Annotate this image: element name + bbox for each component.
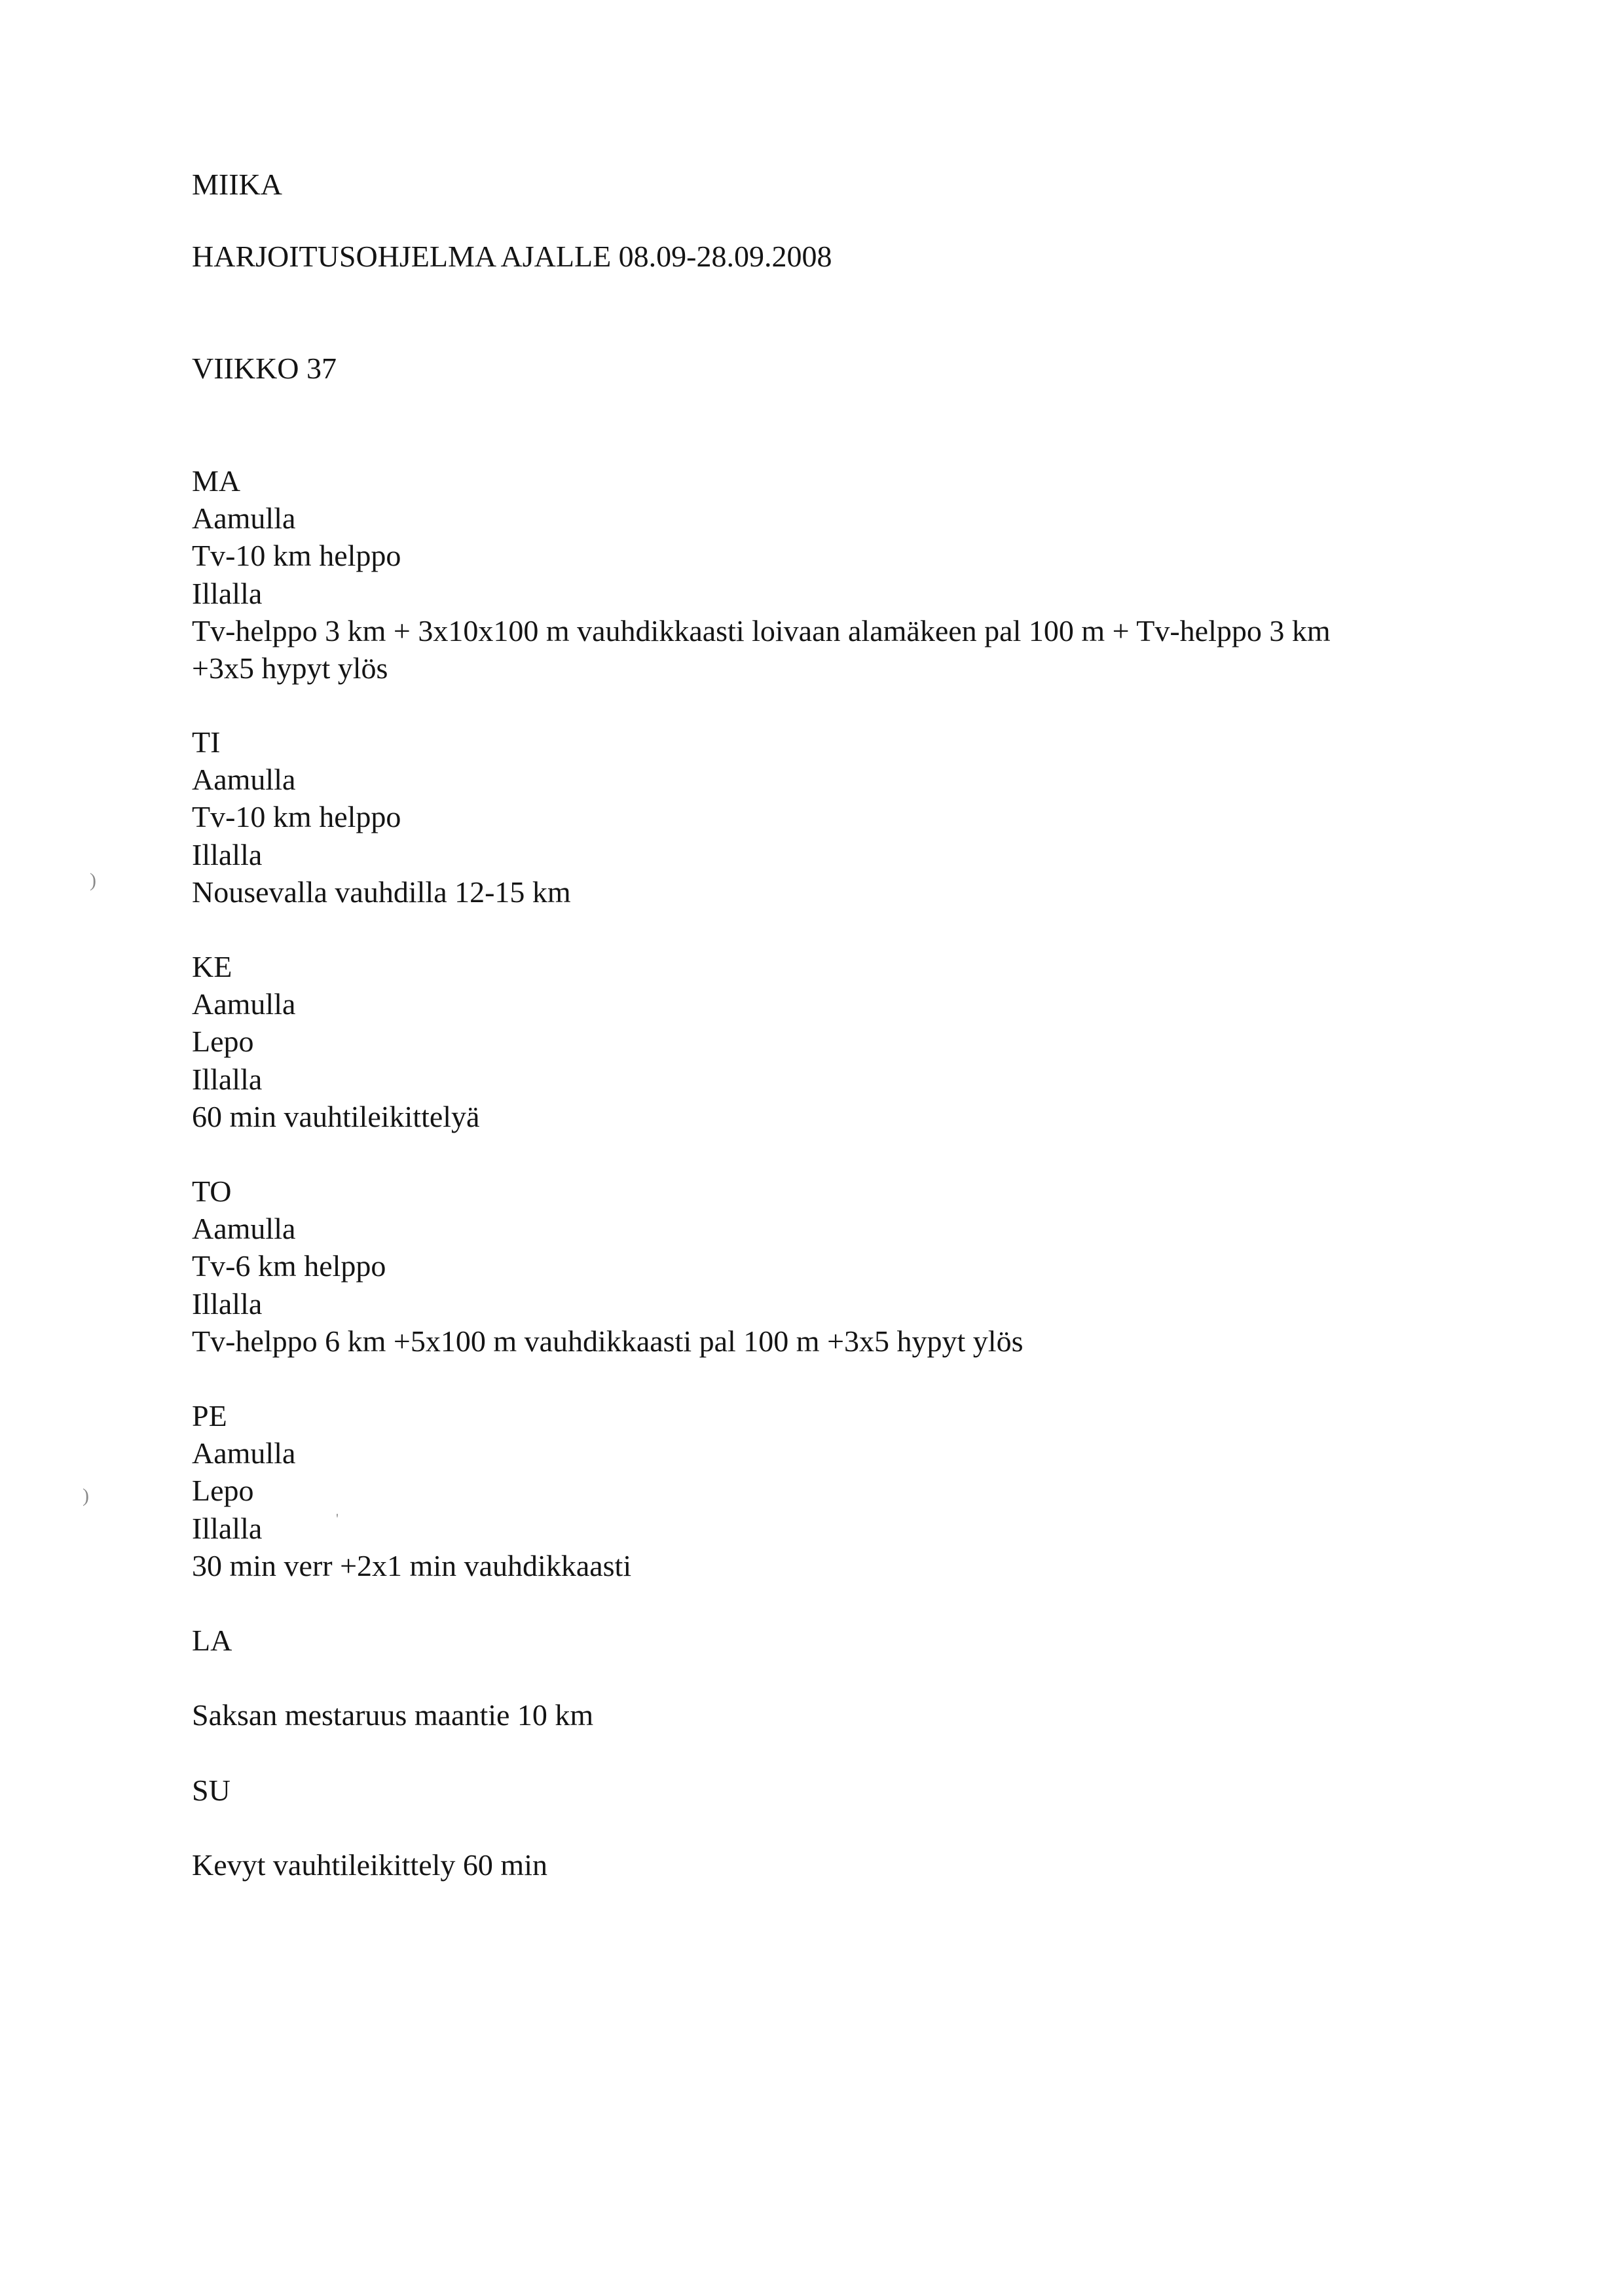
program-title: HARJOITUSOHJELMA AJALLE 08.09-28.09.2008	[192, 240, 832, 273]
week-heading: VIIKKO 37	[192, 352, 337, 385]
evening-workout-ke: 60 min vauhtileikittelyä	[192, 1100, 480, 1133]
morning-label-ti: Aamulla	[192, 763, 296, 796]
day-heading-ti: TI	[192, 725, 221, 759]
evening-workout-ma: Tv-helppo 3 km + 3x10x100 m vauhdikkaasti loivaan alamäkeen pal 100 m + Tv-helppo 3 km	[192, 614, 1331, 647]
day-heading-pe: PE	[192, 1399, 227, 1432]
morning-workout-ma: Tv-10 km helppo	[192, 539, 401, 572]
athlete-name: MIIKA	[192, 168, 282, 201]
morning-label-pe: Aamulla	[192, 1436, 296, 1470]
evening-label-ke: Illalla	[192, 1063, 263, 1096]
evening-label-ma: Illalla	[192, 577, 263, 610]
scan-speck: '	[336, 1510, 339, 1527]
evening-workout-pe: 30 min verr +2x1 min vauhdikkaasti	[192, 1549, 632, 1582]
morning-workout-ti: Tv-10 km helppo	[192, 800, 401, 833]
morning-workout-ke: Lepo	[192, 1025, 254, 1058]
morning-label-ke: Aamulla	[192, 987, 296, 1021]
day-heading-to: TO	[192, 1175, 232, 1208]
day-heading-ke: KE	[192, 950, 232, 983]
workout-la: Saksan mestaruus maantie 10 km	[192, 1698, 594, 1732]
day-heading-su: SU	[192, 1774, 231, 1807]
evening-workout-ti: Nousevalla vauhdilla 12-15 km	[192, 875, 571, 909]
evening-label-pe: Illalla	[192, 1512, 263, 1545]
morning-label-to: Aamulla	[192, 1212, 296, 1245]
evening-workout-to: Tv-helppo 6 km +5x100 m vauhdikkaasti pal 100 m +3x5 hypyt ylös	[192, 1324, 1024, 1358]
morning-label-ma: Aamulla	[192, 501, 296, 535]
scan-speck: )	[90, 869, 96, 891]
evening-workout-ma-cont: +3x5 hypyt ylös	[192, 651, 388, 685]
morning-workout-to: Tv-6 km helppo	[192, 1249, 386, 1283]
evening-label-to: Illalla	[192, 1287, 263, 1321]
evening-label-ti: Illalla	[192, 838, 263, 871]
day-heading-ma: MA	[192, 464, 241, 498]
scan-speck: )	[83, 1485, 89, 1506]
morning-workout-pe: Lepo	[192, 1474, 254, 1507]
workout-su: Kevyt vauhtileikittely 60 min	[192, 1848, 547, 1882]
day-heading-la: LA	[192, 1624, 232, 1657]
